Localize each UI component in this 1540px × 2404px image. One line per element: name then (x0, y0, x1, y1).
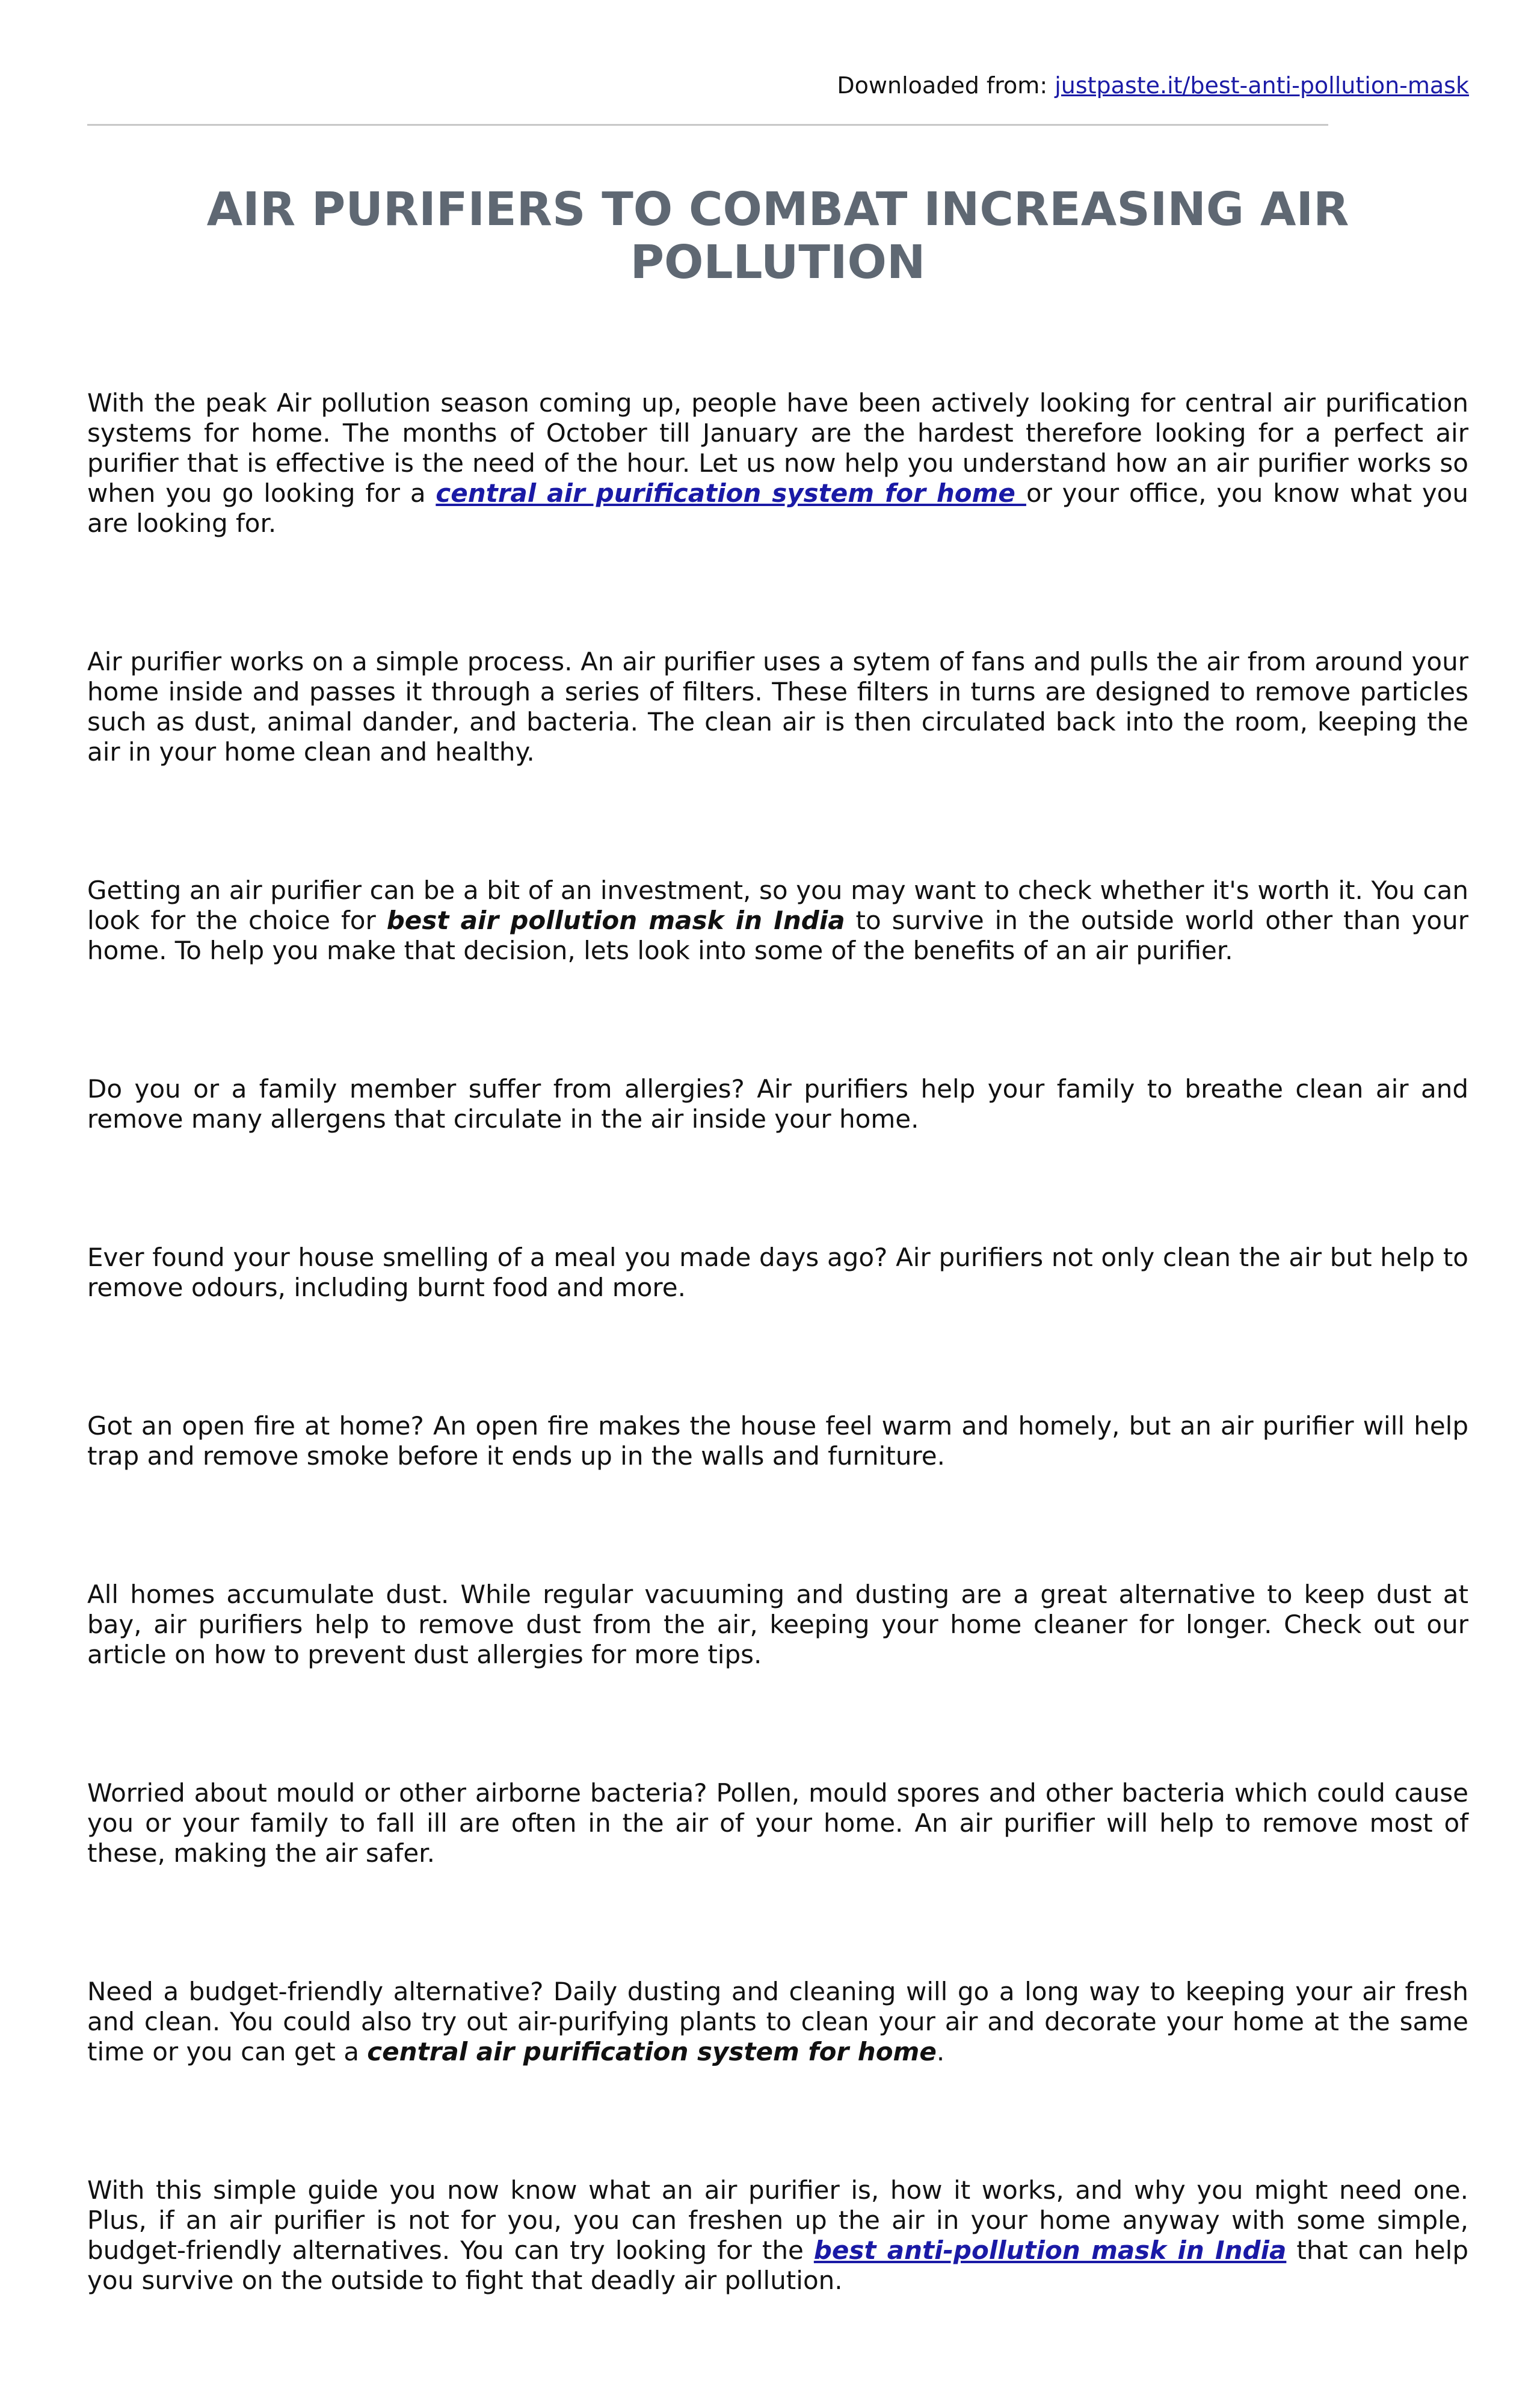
paragraph-1-text-b: or your office, you know what you are looking for. (87, 478, 1468, 538)
paragraph-9-text-a: Need a budget-friendly alternative? Daily dusting and cleaning will go a long way to keeping your air fresh and clean. You could also try out air-purifying plants to clean your air and decorate your home at the same time or you can get a (87, 1977, 1468, 2066)
paragraph-1 (87, 388, 1468, 539)
paragraph-10 (87, 2175, 1468, 2296)
source-link[interactable]: justpaste.it/best-anti-pollution-mask (1055, 72, 1469, 99)
paragraph-7: All homes accumulate dust. While regular vacuuming and dusting are a great alternative to keep dust at bay, air purifiers help to remove dust from the air, keeping your home cleaner for longer. Check out our article on how to prevent dust allergies for more tips. (87, 1580, 1468, 1669)
paragraph-2: Air purifier works on a simple process. An air purifier uses a sytem of fans and pulls the air from around your home inside and passes it through a series of filters. These filters in turns are designed to remove particles such as dust, animal dander, and bacteria. The clean air is then circulated back into the room, keeping the air in your home clean and healthy. (87, 647, 1468, 767)
header-divider (87, 124, 1328, 126)
source-prefix: Downloaded from: (837, 72, 1055, 99)
paragraph-3-text-a: Getting an air purifier can be a bit of an investment, so you may want to check whether it's worth it. You can look for the choice for (87, 876, 1468, 935)
paragraph-1-text-a: With the peak Air pollution season coming up, people have been actively looking for central air purification systems for home. The months of October till January are the hardest therefore looking for a perfect air purifier that is effective is the need of the hour. Let us now help you understand how an air purifier works so when you go looking for a (87, 388, 1468, 508)
paragraph-8: Worried about mould or other airborne bacteria? Pollen, mould spores and other bacteria which could cause you or your family to fall ill are often in the air of your home. An air purifier will help to remove most of these, making the air safer. (87, 1778, 1468, 1868)
paragraph-5: Ever found your house smelling of a meal you made days ago? Air purifiers not only clean the air but help to remove odours, including burnt food and more. (87, 1243, 1468, 1302)
paragraph-9 (87, 1977, 1468, 2067)
central-air-purification-link[interactable]: central air purification system for home (436, 478, 1026, 508)
article-body (87, 388, 1468, 2404)
page-title: AIR PURIFIERS TO COMBAT INCREASING AIR POLLUTION (206, 183, 1349, 289)
anti-pollution-mask-link[interactable]: best anti-pollution mask in India (813, 2236, 1287, 2265)
source-line (837, 72, 1469, 99)
paragraph-3-text-b: to survive in the outside world other than your home. To help you make that decision, lets look into some of the benefits of an air purifier. (87, 906, 1468, 965)
paragraph-9-bold: central air purification system for home (367, 2037, 937, 2066)
paragraph-4: Do you or a family member suffer from allergies? Air purifiers help your family to breathe clean air and remove many allergens that circulate in the air inside your home. (87, 1074, 1468, 1134)
paragraph-3 (87, 876, 1468, 966)
paragraph-9-text-b: . (936, 2037, 945, 2066)
paragraph-3-bold: best air pollution mask in India (386, 906, 845, 935)
paragraph-10-text-a: With this simple guide you now know what an air purifier is, how it works, and why you might need one. Plus, if an air purifier is not for you, you can freshen up the air in your home anyway with some simple, budget-friendly alternatives. You can try looking for the (87, 2175, 1468, 2265)
paragraph-6: Got an open fire at home? An open fire makes the house feel warm and homely, but an air purifier will help trap and remove smoke before it ends up in the walls and furniture. (87, 1411, 1468, 1471)
paragraph-10-text-b: that can help you survive on the outside to fight that deadly air pollution. (87, 2236, 1468, 2295)
